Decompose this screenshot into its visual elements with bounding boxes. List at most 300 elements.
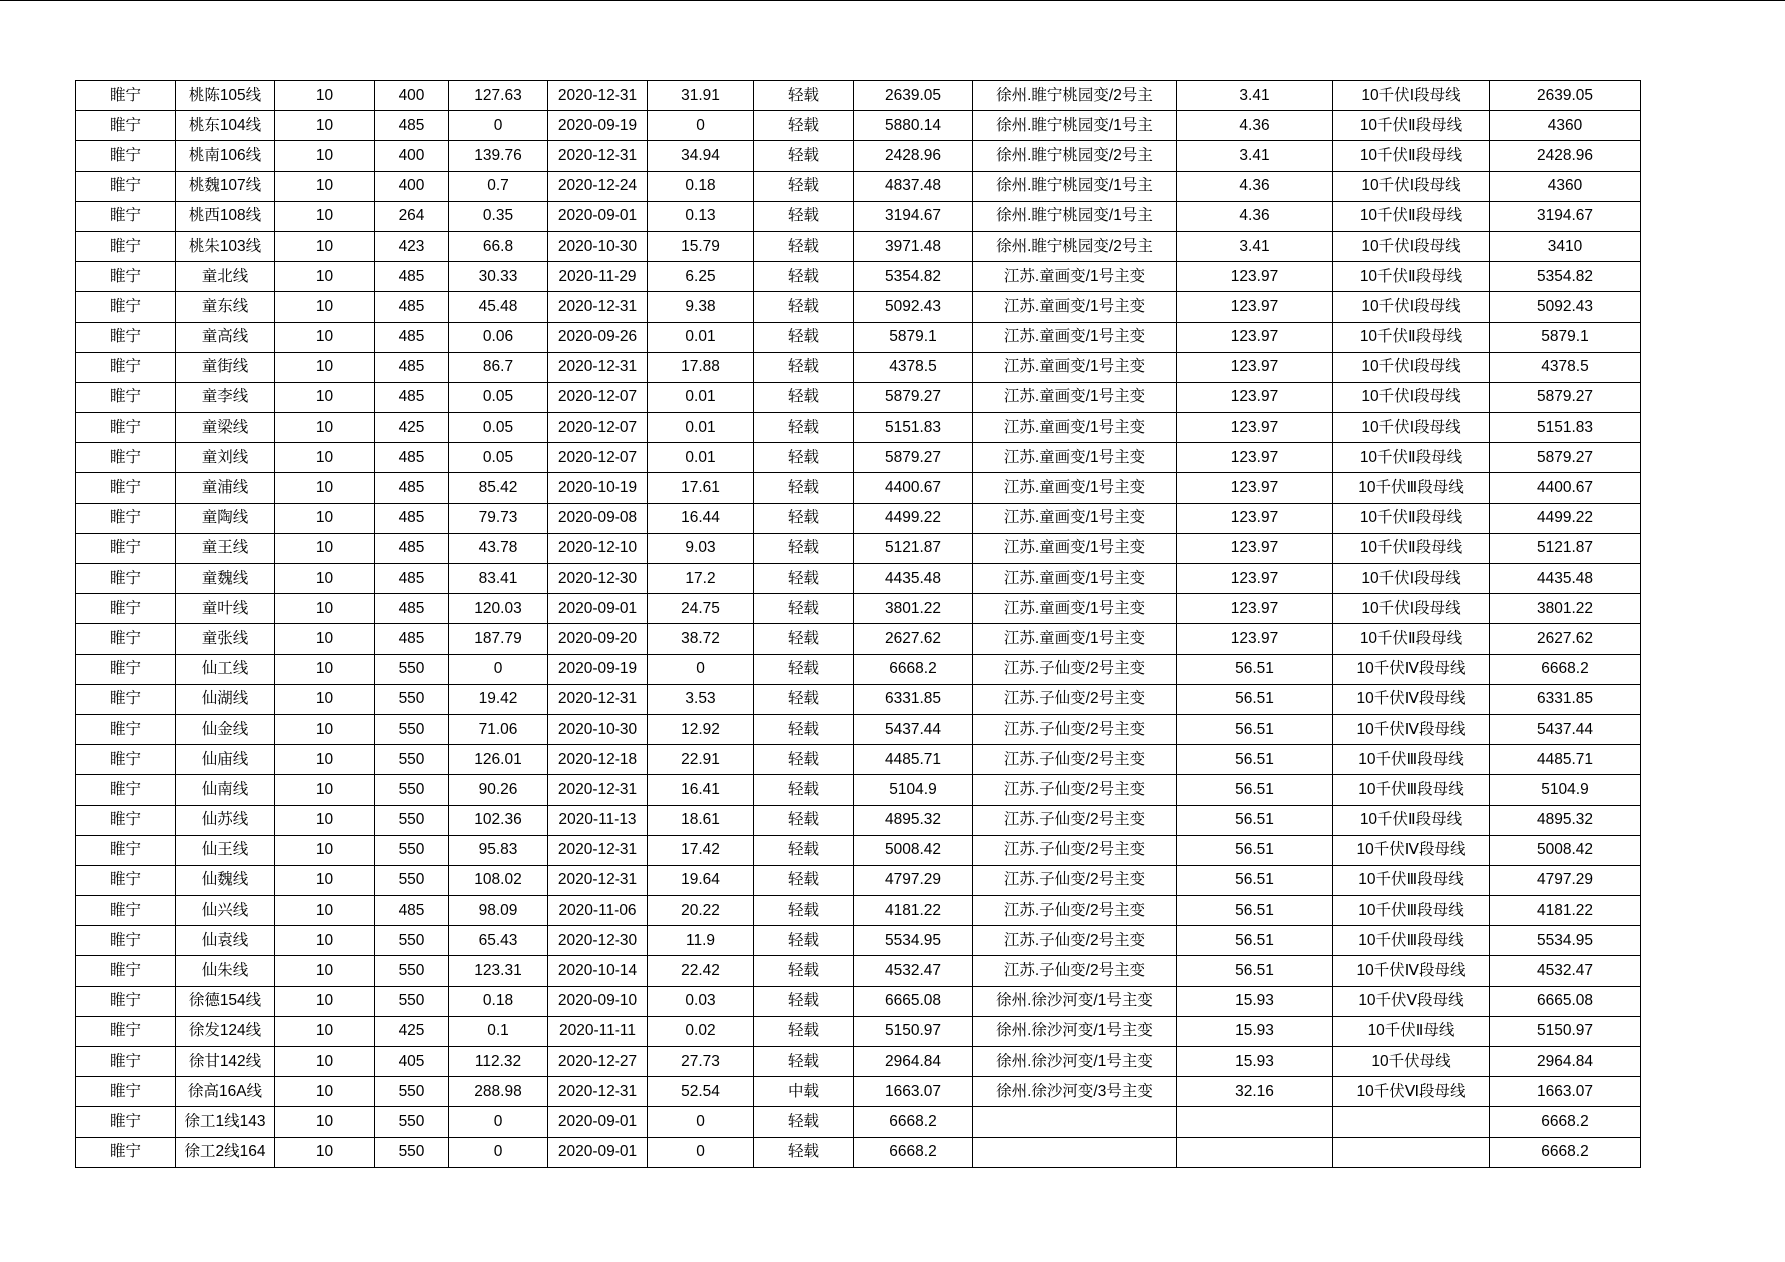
load-level-cell: 轻载 bbox=[754, 141, 854, 171]
max-current-cell: 187.79 bbox=[449, 624, 548, 654]
line-name-cell: 童陶线 bbox=[176, 503, 275, 533]
line-name-cell: 童梁线 bbox=[176, 413, 275, 443]
county-cell: 睢宁 bbox=[76, 654, 176, 684]
county-cell: 睢宁 bbox=[76, 1107, 176, 1137]
feeder-margin-cell: 6668.2 bbox=[1490, 654, 1641, 684]
busbar-cell: 10千伏Ⅰ段母线 bbox=[1333, 81, 1490, 111]
busbar-cell: 10千伏Ⅳ段母线 bbox=[1333, 956, 1490, 986]
max-current-cell: 127.63 bbox=[449, 81, 548, 111]
rated-current-cell: 550 bbox=[375, 684, 449, 714]
table-row bbox=[76, 775, 1641, 805]
date-cell: 2020-11-29 bbox=[548, 262, 648, 292]
line-name-cell: 桃东104线 bbox=[176, 111, 275, 141]
available-capacity-cell: 3194.67 bbox=[854, 201, 973, 231]
load-rate-cell: 0.01 bbox=[648, 382, 754, 412]
transformer-cell: 江苏.童画变/1号主变 bbox=[973, 443, 1177, 473]
load-level-cell: 中载 bbox=[754, 1077, 854, 1107]
table-row bbox=[76, 654, 1641, 684]
feeder-margin-cell: 4499.22 bbox=[1490, 503, 1641, 533]
load-rate-cell: 0.02 bbox=[648, 1016, 754, 1046]
busbar-cell: 10千伏Ⅲ段母线 bbox=[1333, 473, 1490, 503]
load-level-cell: 轻载 bbox=[754, 1016, 854, 1046]
transformer-margin-cell: 15.93 bbox=[1177, 1047, 1333, 1077]
available-capacity-cell: 4532.47 bbox=[854, 956, 973, 986]
rated-current-cell: 550 bbox=[375, 865, 449, 895]
busbar-cell: 10千伏Ⅲ段母线 bbox=[1333, 926, 1490, 956]
voltage-cell: 10 bbox=[275, 1107, 375, 1137]
max-current-cell: 90.26 bbox=[449, 775, 548, 805]
date-cell: 2020-09-01 bbox=[548, 594, 648, 624]
busbar-cell: 10千伏Ⅲ段母线 bbox=[1333, 865, 1490, 895]
county-cell: 睢宁 bbox=[76, 1137, 176, 1167]
table-row bbox=[76, 141, 1641, 171]
rated-current-cell: 550 bbox=[375, 956, 449, 986]
load-rate-cell: 52.54 bbox=[648, 1077, 754, 1107]
voltage-cell: 10 bbox=[275, 1077, 375, 1107]
available-capacity-cell: 5104.9 bbox=[854, 775, 973, 805]
table-body bbox=[76, 81, 1641, 1168]
table-row bbox=[76, 564, 1641, 594]
feeder-margin-cell: 4532.47 bbox=[1490, 956, 1641, 986]
date-cell: 2020-12-31 bbox=[548, 352, 648, 382]
county-cell: 睢宁 bbox=[76, 624, 176, 654]
max-current-cell: 0.06 bbox=[449, 322, 548, 352]
table-row bbox=[76, 382, 1641, 412]
load-rate-cell: 0.18 bbox=[648, 171, 754, 201]
max-current-cell: 65.43 bbox=[449, 926, 548, 956]
transformer-margin-cell: 123.97 bbox=[1177, 382, 1333, 412]
voltage-cell: 10 bbox=[275, 775, 375, 805]
transformer-margin-cell: 56.51 bbox=[1177, 654, 1333, 684]
load-rate-cell: 34.94 bbox=[648, 141, 754, 171]
load-rate-cell: 0.01 bbox=[648, 322, 754, 352]
voltage-cell: 10 bbox=[275, 1137, 375, 1167]
busbar-cell: 10千伏Ⅱ母线 bbox=[1333, 1016, 1490, 1046]
line-name-cell: 仙湖线 bbox=[176, 684, 275, 714]
max-current-cell: 79.73 bbox=[449, 503, 548, 533]
transformer-cell: 江苏.子仙变/2号主变 bbox=[973, 835, 1177, 865]
load-level-cell: 轻载 bbox=[754, 564, 854, 594]
transformer-cell: 江苏.子仙变/2号主变 bbox=[973, 926, 1177, 956]
transformer-cell: 江苏.子仙变/2号主变 bbox=[973, 684, 1177, 714]
load-rate-cell: 17.61 bbox=[648, 473, 754, 503]
max-current-cell: 0 bbox=[449, 1137, 548, 1167]
available-capacity-cell: 5879.27 bbox=[854, 443, 973, 473]
max-current-cell: 0 bbox=[449, 1107, 548, 1137]
load-level-cell: 轻载 bbox=[754, 503, 854, 533]
busbar-cell: 10千伏Ⅱ段母线 bbox=[1333, 111, 1490, 141]
feeder-margin-cell: 6668.2 bbox=[1490, 1107, 1641, 1137]
busbar-cell: 10千伏Ⅰ段母线 bbox=[1333, 231, 1490, 261]
transformer-margin-cell: 15.93 bbox=[1177, 986, 1333, 1016]
date-cell: 2020-10-14 bbox=[548, 956, 648, 986]
table-row bbox=[76, 1016, 1641, 1046]
transformer-cell: 江苏.童画变/1号主变 bbox=[973, 533, 1177, 563]
date-cell: 2020-09-01 bbox=[548, 1107, 648, 1137]
load-rate-cell: 9.03 bbox=[648, 533, 754, 563]
available-capacity-cell: 5121.87 bbox=[854, 533, 973, 563]
load-level-cell: 轻载 bbox=[754, 745, 854, 775]
date-cell: 2020-12-07 bbox=[548, 413, 648, 443]
voltage-cell: 10 bbox=[275, 443, 375, 473]
county-cell: 睢宁 bbox=[76, 775, 176, 805]
max-current-cell: 102.36 bbox=[449, 805, 548, 835]
table-row bbox=[76, 624, 1641, 654]
transformer-margin-cell: 123.97 bbox=[1177, 503, 1333, 533]
county-cell: 睢宁 bbox=[76, 805, 176, 835]
transformer-cell: 江苏.童画变/1号主变 bbox=[973, 413, 1177, 443]
county-cell: 睢宁 bbox=[76, 865, 176, 895]
load-rate-cell: 11.9 bbox=[648, 926, 754, 956]
date-cell: 2020-12-10 bbox=[548, 533, 648, 563]
load-rate-cell: 17.42 bbox=[648, 835, 754, 865]
busbar-cell: 10千伏Ⅰ段母线 bbox=[1333, 594, 1490, 624]
available-capacity-cell: 5354.82 bbox=[854, 262, 973, 292]
table-row bbox=[76, 292, 1641, 322]
voltage-cell: 10 bbox=[275, 896, 375, 926]
load-rate-cell: 6.25 bbox=[648, 262, 754, 292]
line-name-cell: 童叶线 bbox=[176, 594, 275, 624]
county-cell: 睢宁 bbox=[76, 1016, 176, 1046]
voltage-cell: 10 bbox=[275, 564, 375, 594]
transformer-margin-cell: 56.51 bbox=[1177, 896, 1333, 926]
line-name-cell: 徐工2线164 bbox=[176, 1137, 275, 1167]
available-capacity-cell: 5879.27 bbox=[854, 382, 973, 412]
voltage-cell: 10 bbox=[275, 171, 375, 201]
transformer-cell: 徐州.睢宁桃园变/2号主 bbox=[973, 81, 1177, 111]
rated-current-cell: 485 bbox=[375, 322, 449, 352]
available-capacity-cell: 4435.48 bbox=[854, 564, 973, 594]
feeder-margin-cell: 4360 bbox=[1490, 111, 1641, 141]
busbar-cell bbox=[1333, 1107, 1490, 1137]
transformer-margin-cell: 56.51 bbox=[1177, 835, 1333, 865]
date-cell: 2020-12-31 bbox=[548, 835, 648, 865]
table-row bbox=[76, 503, 1641, 533]
table-row bbox=[76, 1077, 1641, 1107]
transformer-margin-cell: 56.51 bbox=[1177, 956, 1333, 986]
rated-current-cell: 485 bbox=[375, 896, 449, 926]
table-row bbox=[76, 714, 1641, 744]
load-rate-cell: 0 bbox=[648, 1107, 754, 1137]
date-cell: 2020-09-19 bbox=[548, 654, 648, 684]
feeder-margin-cell: 3194.67 bbox=[1490, 201, 1641, 231]
transformer-cell: 江苏.童画变/1号主变 bbox=[973, 594, 1177, 624]
max-current-cell: 45.48 bbox=[449, 292, 548, 322]
transformer-cell: 徐州.徐沙河变/3号主变 bbox=[973, 1077, 1177, 1107]
feeder-margin-cell: 2964.84 bbox=[1490, 1047, 1641, 1077]
transformer-cell: 江苏.子仙变/2号主变 bbox=[973, 714, 1177, 744]
line-name-cell: 童高线 bbox=[176, 322, 275, 352]
table-row bbox=[76, 171, 1641, 201]
max-current-cell: 71.06 bbox=[449, 714, 548, 744]
county-cell: 睢宁 bbox=[76, 292, 176, 322]
feeder-margin-cell: 5354.82 bbox=[1490, 262, 1641, 292]
transformer-margin-cell: 123.97 bbox=[1177, 564, 1333, 594]
voltage-cell: 10 bbox=[275, 503, 375, 533]
line-name-cell: 仙王线 bbox=[176, 835, 275, 865]
date-cell: 2020-12-27 bbox=[548, 1047, 648, 1077]
county-cell: 睢宁 bbox=[76, 81, 176, 111]
table-row bbox=[76, 533, 1641, 563]
max-current-cell: 0.35 bbox=[449, 201, 548, 231]
line-name-cell: 仙工线 bbox=[176, 654, 275, 684]
transformer-cell: 徐州.睢宁桃园变/2号主 bbox=[973, 141, 1177, 171]
available-capacity-cell: 3801.22 bbox=[854, 594, 973, 624]
busbar-cell: 10千伏Ⅳ段母线 bbox=[1333, 654, 1490, 684]
county-cell: 睢宁 bbox=[76, 714, 176, 744]
load-rate-cell: 0 bbox=[648, 111, 754, 141]
load-rate-cell: 22.42 bbox=[648, 956, 754, 986]
load-level-cell: 轻载 bbox=[754, 986, 854, 1016]
rated-current-cell: 485 bbox=[375, 473, 449, 503]
transformer-margin-cell: 4.36 bbox=[1177, 201, 1333, 231]
load-level-cell: 轻载 bbox=[754, 926, 854, 956]
rated-current-cell: 400 bbox=[375, 171, 449, 201]
load-rate-cell: 22.91 bbox=[648, 745, 754, 775]
county-cell: 睢宁 bbox=[76, 141, 176, 171]
max-current-cell: 43.78 bbox=[449, 533, 548, 563]
county-cell: 睢宁 bbox=[76, 473, 176, 503]
voltage-cell: 10 bbox=[275, 745, 375, 775]
line-name-cell: 童浦线 bbox=[176, 473, 275, 503]
busbar-cell: 10千伏Ⅱ段母线 bbox=[1333, 201, 1490, 231]
table-row bbox=[76, 986, 1641, 1016]
transformer-cell: 徐州.睢宁桃园变/2号主 bbox=[973, 231, 1177, 261]
busbar-cell: 10千伏Ⅰ段母线 bbox=[1333, 171, 1490, 201]
rated-current-cell: 485 bbox=[375, 443, 449, 473]
rated-current-cell: 405 bbox=[375, 1047, 449, 1077]
voltage-cell: 10 bbox=[275, 322, 375, 352]
line-name-cell: 桃魏107线 bbox=[176, 171, 275, 201]
feeder-margin-cell: 4181.22 bbox=[1490, 896, 1641, 926]
voltage-cell: 10 bbox=[275, 986, 375, 1016]
county-cell: 睢宁 bbox=[76, 594, 176, 624]
transformer-cell: 徐州.睢宁桃园变/1号主 bbox=[973, 111, 1177, 141]
available-capacity-cell: 4400.67 bbox=[854, 473, 973, 503]
feeder-margin-cell: 5534.95 bbox=[1490, 926, 1641, 956]
voltage-cell: 10 bbox=[275, 81, 375, 111]
date-cell: 2020-11-11 bbox=[548, 1016, 648, 1046]
max-current-cell: 85.42 bbox=[449, 473, 548, 503]
max-current-cell: 0 bbox=[449, 111, 548, 141]
transformer-cell: 江苏.童画变/1号主变 bbox=[973, 564, 1177, 594]
busbar-cell: 10千伏Ⅲ段母线 bbox=[1333, 896, 1490, 926]
load-rate-cell: 15.79 bbox=[648, 231, 754, 261]
available-capacity-cell: 5534.95 bbox=[854, 926, 973, 956]
feeder-margin-cell: 5879.27 bbox=[1490, 382, 1641, 412]
feeder-margin-cell: 5104.9 bbox=[1490, 775, 1641, 805]
busbar-cell: 10千伏Ⅴ段母线 bbox=[1333, 986, 1490, 1016]
table-row bbox=[76, 262, 1641, 292]
available-capacity-cell: 6668.2 bbox=[854, 654, 973, 684]
load-level-cell: 轻载 bbox=[754, 865, 854, 895]
busbar-cell bbox=[1333, 1137, 1490, 1167]
load-level-cell: 轻载 bbox=[754, 322, 854, 352]
max-current-cell: 95.83 bbox=[449, 835, 548, 865]
feeder-margin-cell: 2627.62 bbox=[1490, 624, 1641, 654]
table-row bbox=[76, 352, 1641, 382]
date-cell: 2020-10-30 bbox=[548, 714, 648, 744]
busbar-cell: 10千伏Ⅱ段母线 bbox=[1333, 141, 1490, 171]
line-name-cell: 童王线 bbox=[176, 533, 275, 563]
date-cell: 2020-12-07 bbox=[548, 382, 648, 412]
line-name-cell: 桃陈105线 bbox=[176, 81, 275, 111]
county-cell: 睢宁 bbox=[76, 896, 176, 926]
load-level-cell: 轻载 bbox=[754, 714, 854, 744]
available-capacity-cell: 4485.71 bbox=[854, 745, 973, 775]
transformer-cell: 江苏.童画变/1号主变 bbox=[973, 382, 1177, 412]
transformer-margin-cell: 123.97 bbox=[1177, 443, 1333, 473]
date-cell: 2020-12-31 bbox=[548, 141, 648, 171]
rated-current-cell: 485 bbox=[375, 262, 449, 292]
available-capacity-cell: 4499.22 bbox=[854, 503, 973, 533]
feeder-margin-cell: 5008.42 bbox=[1490, 835, 1641, 865]
line-name-cell: 仙苏线 bbox=[176, 805, 275, 835]
max-current-cell: 83.41 bbox=[449, 564, 548, 594]
feeder-margin-cell: 2428.96 bbox=[1490, 141, 1641, 171]
transformer-margin-cell: 123.97 bbox=[1177, 413, 1333, 443]
line-name-cell: 桃朱103线 bbox=[176, 231, 275, 261]
load-rate-cell: 18.61 bbox=[648, 805, 754, 835]
line-name-cell: 仙金线 bbox=[176, 714, 275, 744]
line-name-cell: 童刘线 bbox=[176, 443, 275, 473]
load-level-cell: 轻载 bbox=[754, 231, 854, 261]
transformer-margin-cell: 56.51 bbox=[1177, 805, 1333, 835]
load-level-cell: 轻载 bbox=[754, 382, 854, 412]
max-current-cell: 30.33 bbox=[449, 262, 548, 292]
load-level-cell: 轻载 bbox=[754, 835, 854, 865]
voltage-cell: 10 bbox=[275, 473, 375, 503]
table-row bbox=[76, 1107, 1641, 1137]
transformer-cell: 江苏.童画变/1号主变 bbox=[973, 262, 1177, 292]
county-cell: 睢宁 bbox=[76, 382, 176, 412]
load-level-cell: 轻载 bbox=[754, 81, 854, 111]
transformer-cell: 江苏.子仙变/2号主变 bbox=[973, 865, 1177, 895]
date-cell: 2020-11-13 bbox=[548, 805, 648, 835]
busbar-cell: 10千伏Ⅱ段母线 bbox=[1333, 322, 1490, 352]
transformer-margin-cell: 56.51 bbox=[1177, 714, 1333, 744]
transformer-margin-cell: 56.51 bbox=[1177, 926, 1333, 956]
available-capacity-cell: 5008.42 bbox=[854, 835, 973, 865]
feeder-margin-cell: 5150.97 bbox=[1490, 1016, 1641, 1046]
transformer-cell: 江苏.童画变/1号主变 bbox=[973, 292, 1177, 322]
rated-current-cell: 485 bbox=[375, 564, 449, 594]
line-name-cell: 徐发124线 bbox=[176, 1016, 275, 1046]
transformer-margin-cell: 15.93 bbox=[1177, 1016, 1333, 1046]
load-level-cell: 轻载 bbox=[754, 292, 854, 322]
table-row bbox=[76, 201, 1641, 231]
table-row bbox=[76, 835, 1641, 865]
transformer-cell: 江苏.子仙变/2号主变 bbox=[973, 775, 1177, 805]
busbar-cell: 10千伏Ⅰ段母线 bbox=[1333, 382, 1490, 412]
feeder-margin-cell: 3410 bbox=[1490, 231, 1641, 261]
rated-current-cell: 550 bbox=[375, 835, 449, 865]
date-cell: 2020-09-01 bbox=[548, 201, 648, 231]
transformer-margin-cell: 123.97 bbox=[1177, 262, 1333, 292]
available-capacity-cell: 2964.84 bbox=[854, 1047, 973, 1077]
max-current-cell: 0.05 bbox=[449, 443, 548, 473]
load-level-cell: 轻载 bbox=[754, 443, 854, 473]
line-name-cell: 童魏线 bbox=[176, 564, 275, 594]
date-cell: 2020-12-31 bbox=[548, 684, 648, 714]
load-rate-cell: 31.91 bbox=[648, 81, 754, 111]
rated-current-cell: 485 bbox=[375, 533, 449, 563]
line-name-cell: 童街线 bbox=[176, 352, 275, 382]
page-top-rule bbox=[0, 0, 1785, 1]
voltage-cell: 10 bbox=[275, 352, 375, 382]
max-current-cell: 123.31 bbox=[449, 956, 548, 986]
feeder-margin-cell: 4895.32 bbox=[1490, 805, 1641, 835]
voltage-cell: 10 bbox=[275, 533, 375, 563]
max-current-cell: 120.03 bbox=[449, 594, 548, 624]
voltage-cell: 10 bbox=[275, 382, 375, 412]
transformer-margin-cell: 56.51 bbox=[1177, 865, 1333, 895]
transformer-cell: 江苏.童画变/1号主变 bbox=[973, 322, 1177, 352]
transformer-margin-cell: 3.41 bbox=[1177, 231, 1333, 261]
transformer-margin-cell: 123.97 bbox=[1177, 624, 1333, 654]
busbar-cell: 10千伏Ⅲ段母线 bbox=[1333, 775, 1490, 805]
date-cell: 2020-09-26 bbox=[548, 322, 648, 352]
table-row bbox=[76, 926, 1641, 956]
feeder-margin-cell: 4485.71 bbox=[1490, 745, 1641, 775]
load-level-cell: 轻载 bbox=[754, 352, 854, 382]
max-current-cell: 139.76 bbox=[449, 141, 548, 171]
table-row bbox=[76, 594, 1641, 624]
date-cell: 2020-12-07 bbox=[548, 443, 648, 473]
available-capacity-cell: 5880.14 bbox=[854, 111, 973, 141]
feeder-margin-cell: 4400.67 bbox=[1490, 473, 1641, 503]
load-rate-cell: 17.88 bbox=[648, 352, 754, 382]
busbar-cell: 10千伏Ⅰ段母线 bbox=[1333, 413, 1490, 443]
load-rate-cell: 20.22 bbox=[648, 896, 754, 926]
rated-current-cell: 264 bbox=[375, 201, 449, 231]
county-cell: 睢宁 bbox=[76, 111, 176, 141]
load-rate-cell: 12.92 bbox=[648, 714, 754, 744]
voltage-cell: 10 bbox=[275, 805, 375, 835]
available-capacity-cell: 5151.83 bbox=[854, 413, 973, 443]
max-current-cell: 0 bbox=[449, 654, 548, 684]
transformer-cell: 江苏.子仙变/2号主变 bbox=[973, 745, 1177, 775]
busbar-cell: 10千伏Ⅰ段母线 bbox=[1333, 292, 1490, 322]
feeder-margin-cell: 3801.22 bbox=[1490, 594, 1641, 624]
load-rate-cell: 24.75 bbox=[648, 594, 754, 624]
feeder-margin-cell: 6331.85 bbox=[1490, 684, 1641, 714]
voltage-cell: 10 bbox=[275, 835, 375, 865]
date-cell: 2020-12-31 bbox=[548, 292, 648, 322]
max-current-cell: 0.05 bbox=[449, 382, 548, 412]
load-rate-cell: 16.44 bbox=[648, 503, 754, 533]
transformer-margin-cell: 123.97 bbox=[1177, 322, 1333, 352]
line-name-cell: 童北线 bbox=[176, 262, 275, 292]
county-cell: 睢宁 bbox=[76, 1047, 176, 1077]
load-level-cell: 轻载 bbox=[754, 1107, 854, 1137]
available-capacity-cell: 6665.08 bbox=[854, 986, 973, 1016]
voltage-cell: 10 bbox=[275, 714, 375, 744]
transformer-margin-cell: 56.51 bbox=[1177, 745, 1333, 775]
busbar-cell: 10千伏Ⅳ段母线 bbox=[1333, 684, 1490, 714]
load-level-cell: 轻载 bbox=[754, 533, 854, 563]
load-level-cell: 轻载 bbox=[754, 624, 854, 654]
busbar-cell: 10千伏Ⅳ段母线 bbox=[1333, 835, 1490, 865]
rated-current-cell: 550 bbox=[375, 1137, 449, 1167]
date-cell: 2020-09-08 bbox=[548, 503, 648, 533]
line-name-cell: 仙魏线 bbox=[176, 865, 275, 895]
busbar-cell: 10千伏Ⅱ段母线 bbox=[1333, 624, 1490, 654]
transformer-margin-cell bbox=[1177, 1137, 1333, 1167]
busbar-cell: 10千伏Ⅱ段母线 bbox=[1333, 262, 1490, 292]
rated-current-cell: 550 bbox=[375, 1107, 449, 1137]
transformer-margin-cell: 123.97 bbox=[1177, 352, 1333, 382]
